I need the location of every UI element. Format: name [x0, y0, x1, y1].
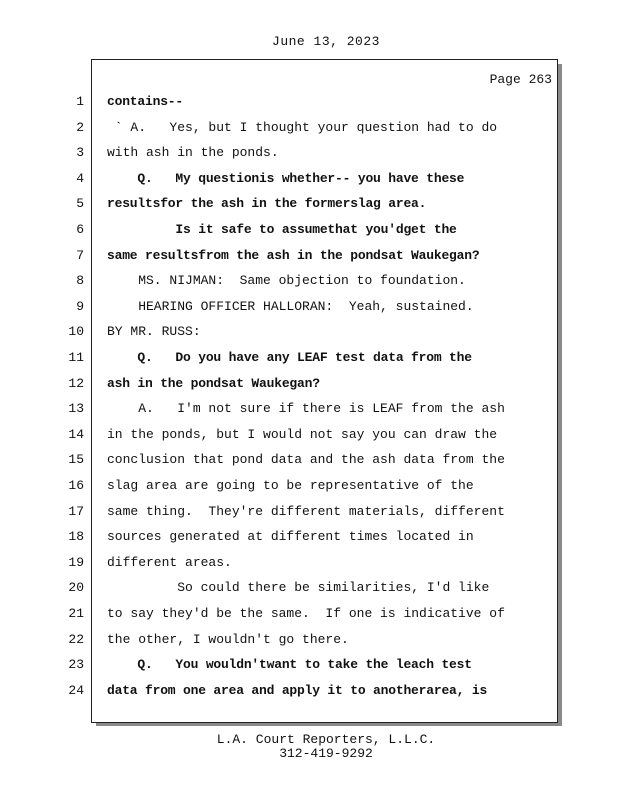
line-number: 12 [68, 375, 84, 391]
line-number: 3 [76, 145, 84, 161]
line-number: 15 [68, 452, 84, 468]
line-text: Q. You wouldn'twant to take the leach test [107, 657, 472, 673]
line-number: 24 [68, 682, 84, 698]
transcript-line [0, 476, 600, 496]
transcript-line [0, 578, 600, 598]
line-text: A. I'm not sure if there is LEAF from the ash [107, 401, 505, 417]
line-text: ` A. Yes, but I thought your question had to do [107, 119, 498, 135]
footer-phone: 312-419-9292 [279, 746, 373, 761]
transcript-line [0, 450, 600, 470]
line-number: 14 [68, 426, 84, 442]
page-number: Page 263 [489, 72, 552, 87]
line-number: 22 [68, 631, 84, 647]
transcript-line [0, 348, 600, 368]
line-number: 17 [68, 503, 84, 519]
line-text: ash in the pondsat Waukegan? [107, 375, 320, 391]
transcript-line [0, 143, 600, 163]
line-number: 4 [76, 170, 84, 186]
line-text: Q. Do you have any LEAF test data from the [107, 350, 472, 365]
line-number: 7 [76, 247, 84, 263]
line-number: 5 [76, 196, 84, 212]
transcript-line [0, 604, 600, 624]
transcript-line [0, 655, 600, 675]
transcript-line [0, 630, 600, 650]
transcript-line [0, 374, 600, 394]
header-date: June 13, 2023 [272, 34, 380, 49]
transcript-line [0, 220, 600, 240]
transcript-line [0, 246, 600, 266]
line-number: 20 [68, 580, 84, 596]
line-text: the other, I wouldn't go there. [107, 631, 349, 647]
line-text: So could there be similarities, I'd like [107, 580, 490, 596]
line-text: to say they'd be the same. If one is indicative of [107, 606, 505, 621]
transcript-line [0, 194, 600, 214]
line-text: MS. NIJMAN: Same objection to foundation. [107, 273, 466, 289]
line-number: 8 [76, 273, 84, 289]
line-text: Q. My questionis whether-- you have these [107, 170, 465, 186]
transcript-line [0, 169, 600, 189]
line-number: 10 [68, 324, 84, 340]
line-number: 2 [76, 119, 84, 135]
transcript-line [0, 502, 600, 522]
line-number: 18 [68, 529, 84, 545]
line-text: same thing. They're different materials, different [107, 503, 505, 519]
line-text: different areas. [107, 554, 232, 570]
transcript-line [0, 425, 600, 445]
transcript-line [0, 118, 600, 138]
line-text: data from one area and apply it to anotherarea, is [107, 682, 488, 698]
line-text: conclusion that pond data and the ash data from the [107, 452, 505, 468]
transcript-line [0, 527, 600, 547]
line-text: HEARING OFFICER HALLORAN: Yeah, sustained. [107, 298, 474, 314]
footer-company: L.A. Court Reporters, L.L.C. [216, 732, 436, 747]
line-text: in the ponds, but I would not say you can draw the [107, 426, 498, 442]
line-number: 21 [68, 606, 84, 621]
line-text: contains-- [107, 94, 184, 109]
transcript-line [0, 297, 600, 317]
line-number: 9 [76, 298, 84, 314]
transcript-line [0, 271, 600, 291]
line-text: BY MR. RUSS: [107, 324, 201, 340]
line-number: 23 [68, 657, 84, 673]
transcript-line [0, 399, 600, 419]
line-number: 19 [68, 554, 84, 570]
transcript-line [0, 681, 600, 701]
line-text: Is it safe to assumethat you'dget the [107, 222, 457, 237]
transcript-line [0, 553, 600, 573]
line-text: sources generated at different times located in [107, 529, 474, 545]
line-number: 6 [76, 222, 84, 237]
line-text: with ash in the ponds. [107, 145, 279, 161]
line-number: 13 [68, 401, 84, 417]
line-number: 11 [68, 350, 84, 365]
line-number: 16 [68, 478, 84, 493]
transcript-line [0, 92, 600, 112]
transcript-line [0, 322, 600, 342]
line-text: slag area are going to be representative of the [107, 478, 474, 493]
line-number: 1 [76, 94, 84, 109]
line-text: same resultsfrom the ash in the pondsat Waukegan? [107, 247, 480, 263]
line-text: resultsfor the ash in the formerslag area. [107, 196, 427, 212]
